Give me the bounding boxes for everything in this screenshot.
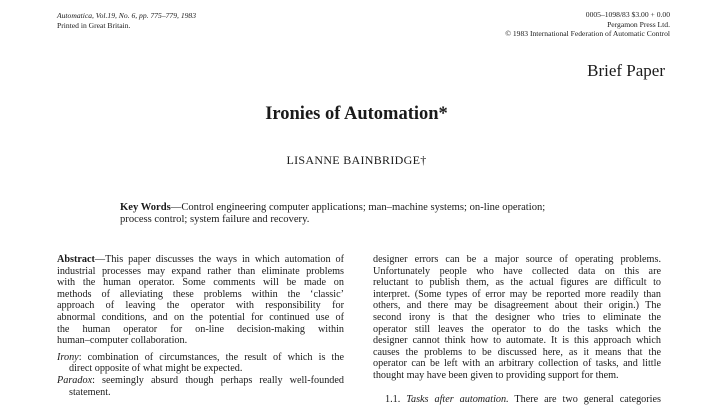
body-line: reluctant to publish them, as the actual figures are difficult to [373, 277, 661, 289]
abstract-label: Abstract [57, 254, 95, 265]
section-label: Brief Paper [587, 61, 665, 80]
body-line: Unfortunately people who have collected data on this are [373, 265, 661, 277]
right-column [373, 254, 661, 405]
subsection-text: There are two general categories [514, 393, 661, 405]
printed-in: Printed in Great Britain. [57, 20, 131, 30]
irony-term: Irony [57, 351, 79, 363]
key-words-text-2: process control; system failure and recovery. [120, 214, 310, 226]
abstract-text: —This paper discusses the ways in which automation of [94, 254, 344, 265]
key-words-text-1: —Control engineering computer applications; man–machine systems; on-line operation; [170, 202, 546, 213]
key-words-label: Key Words [120, 202, 171, 213]
body-line: second irony is that the designer who tries to eliminate the [373, 311, 661, 323]
definition-line [57, 352, 344, 364]
left-column [57, 254, 344, 398]
journal-header [57, 11, 196, 30]
subsection-number: 1.1. [385, 393, 401, 405]
definition-irony [57, 352, 344, 375]
paper-title: Ironies of Automation* [265, 104, 448, 124]
author-name: LISANNE BAINBRIDGE† [286, 153, 427, 167]
body-line: interpret. (Some types of error may be reported more readily than [373, 288, 661, 300]
publisher-header [470, 10, 670, 39]
abstract-line: approach of leaving the operator with responsibility for [57, 300, 344, 312]
body-line: causes the problems to be discussed here, as it means that the [373, 346, 661, 358]
publisher: Pergamon Press Ltd. [607, 19, 670, 29]
abstract-line: abnormal conditions, and on the potential for continued use of [57, 311, 344, 323]
definition-text: : combination of circumstances, the result of which is the [78, 351, 344, 363]
key-words [120, 202, 610, 227]
abstract-line: human–computer collaboration. [57, 335, 188, 347]
abstract-line: with the human operator. Some comments will be made on [57, 277, 344, 289]
abstract-line: the human operator for on-line decision-making within [57, 323, 344, 335]
abstract-line: methods of alleviating these problems within the ‘classic’ [57, 288, 344, 300]
subsection-line [373, 394, 661, 406]
journal-citation: Automatica, Vol.19, No. 6, pp. 775–779, 1983 [57, 11, 197, 20]
subsection-title: Tasks after automation. [406, 393, 509, 405]
price-code: 0005–1098/83 $3.00 + 0.00 [585, 10, 670, 19]
definition-text: : seemingly absurd though perhaps really well-founded [92, 374, 344, 386]
body-line: operator still leaves the operator to do the tasks which the [373, 323, 661, 335]
copyright: © 1983 International Federation of Automatic Control [505, 29, 670, 38]
definition-line [57, 375, 344, 387]
abstract-line [57, 254, 344, 266]
body-line: thought may have been given to providing support for them. [373, 369, 619, 381]
subsection-heading [373, 394, 661, 406]
definition-line: direct opposite of what might be expected. [69, 363, 243, 375]
body-line: designer errors can be a major source of operating problems. [373, 254, 661, 265]
body-line: designer cannot think how to automate. It is this approach which [373, 335, 661, 347]
definition-line: statement. [69, 386, 111, 398]
abstract-line: industrial processes may expand rather than eliminate problems [57, 265, 344, 277]
definition-paradox [57, 375, 344, 398]
body-line: operator can be left with an arbitrary collection of tasks, and little [373, 358, 661, 370]
paradox-term: Paradox [57, 374, 93, 386]
body-line: others, and there may be disagreement about their origin.) The [373, 300, 661, 312]
